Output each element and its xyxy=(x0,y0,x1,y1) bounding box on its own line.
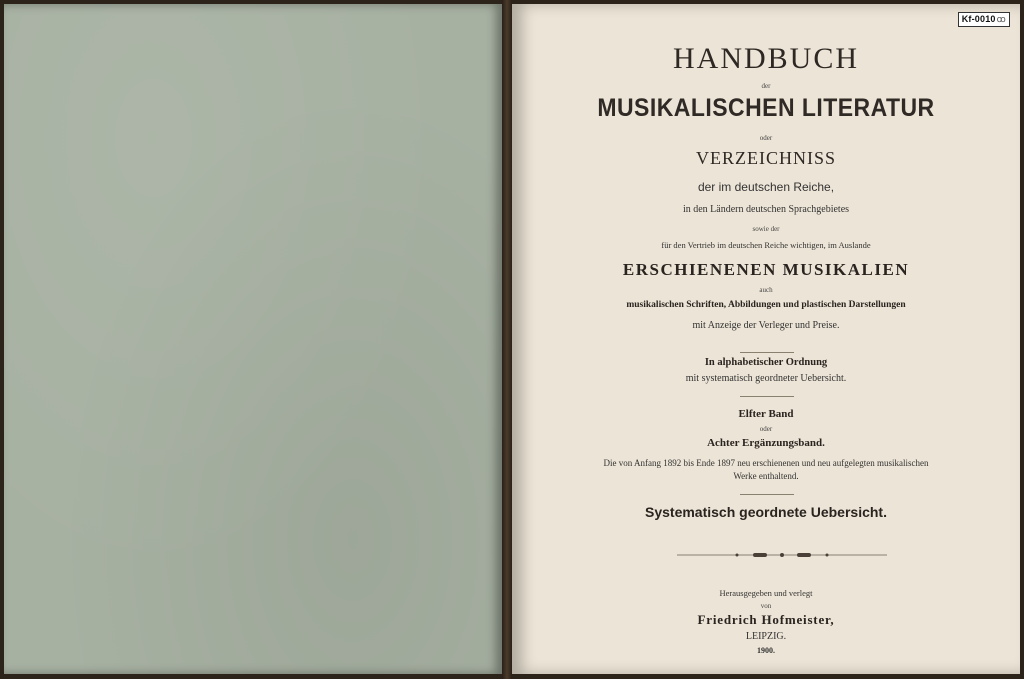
word-der: der xyxy=(761,82,771,90)
line-laendern: in den Ländern deutschen Sprachgebietes xyxy=(682,204,850,215)
publisher-herausgegeben: Herausgegeben und verlegt xyxy=(719,588,813,598)
title-handbuch: HANDBUCH xyxy=(672,42,859,75)
volume-ergaenzung: Achter Ergänzungsband. xyxy=(707,437,825,449)
title-erschienenen: ERSCHIENENEN MUSIKALIEN xyxy=(622,260,910,279)
line-reiche: der im deutschen Reiche, xyxy=(697,180,835,194)
left-endpaper xyxy=(4,4,502,674)
publisher-name: Friedrich Hofmeister, xyxy=(697,612,835,627)
ornament-rule xyxy=(677,552,887,558)
volume-oder: oder xyxy=(759,425,773,433)
section-heading: Systematisch geordnete Uebersicht. xyxy=(645,504,887,520)
word-oder: oder xyxy=(759,134,773,142)
divider xyxy=(740,352,794,353)
line-anzeige: mit Anzeige der Verleger und Preise. xyxy=(692,320,840,331)
order-systematisch: mit systematisch geordneter Uebersicht. xyxy=(685,373,847,384)
book-gutter xyxy=(502,0,512,679)
line-sowie: sowie der xyxy=(752,225,780,233)
title-verzeichniss: VERZEICHNISS xyxy=(695,148,836,168)
title-page xyxy=(512,4,1020,674)
word-auch: auch xyxy=(759,286,773,294)
divider xyxy=(740,494,794,495)
archive-mark: ꝏ xyxy=(996,14,1006,24)
publisher-city: LEIPZIG. xyxy=(745,631,787,642)
archive-label xyxy=(958,12,1010,27)
publisher-year: 1900. xyxy=(757,646,775,655)
divider xyxy=(740,396,794,397)
title-musikalischen-literatur: MUSIKALISCHEN LITERATUR xyxy=(597,94,935,122)
line-vertrieb: für den Vertrieb im deutschen Reiche wichtigen, im Auslande xyxy=(661,240,871,250)
order-alpha: In alphabetischer Ordnung xyxy=(704,357,828,368)
volume-band: Elfter Band xyxy=(738,408,794,420)
volume-desc-1: Die von Anfang 1892 bis Ende 1897 neu erschienenen und neu aufgelegten musikalischen xyxy=(603,458,929,468)
volume-desc-2: Werke enthaltend. xyxy=(733,471,799,481)
archive-code: Kf-0010 xyxy=(961,14,996,24)
line-schriften: musikalischen Schriften, Abbildungen und plastischen Darstellungen xyxy=(626,300,906,310)
publisher-von: von xyxy=(760,602,772,610)
